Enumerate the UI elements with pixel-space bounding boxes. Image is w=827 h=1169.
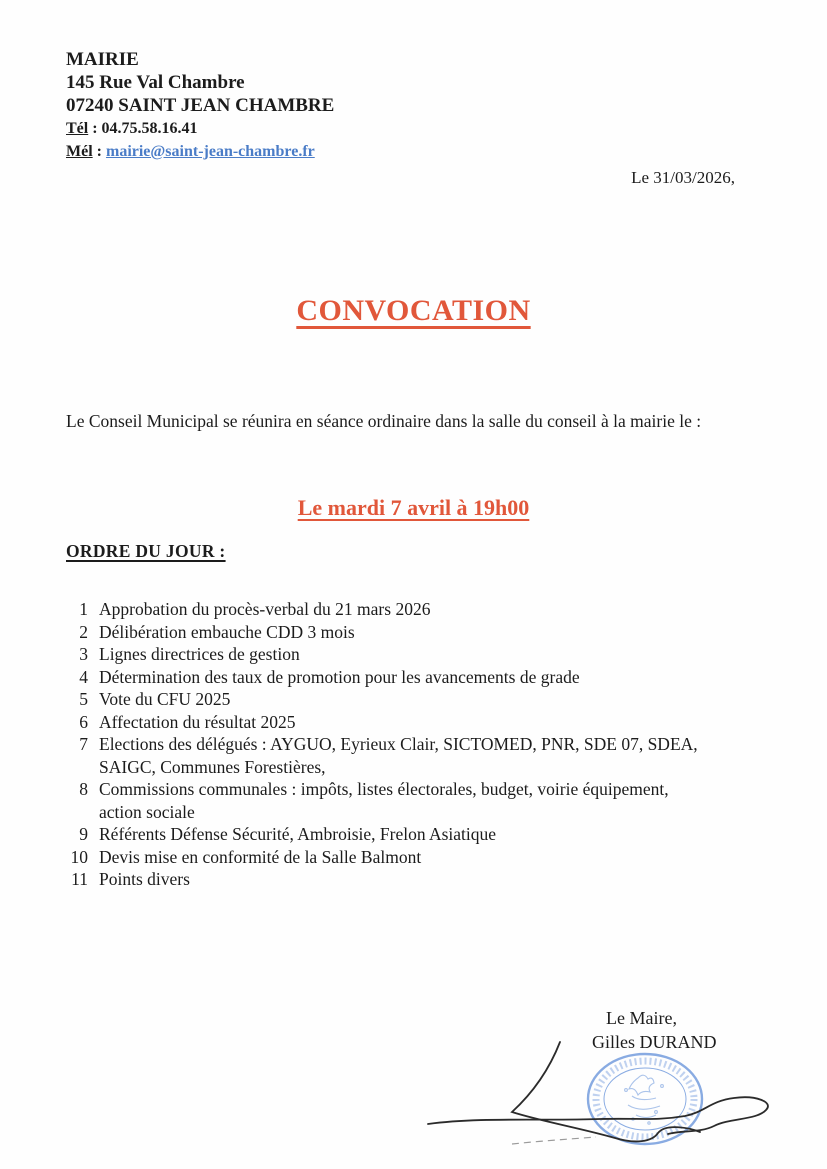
agenda-item xyxy=(62,621,713,644)
agenda-item-text: Référents Défense Sécurité, Ambroisie, Frelon Asiatique xyxy=(99,824,497,844)
intro-paragraph: Le Conseil Municipal se réunira en séance ordinaire dans la salle du conseil à la mairie le : xyxy=(66,411,702,431)
signer-role: Le Maire, xyxy=(606,1008,677,1028)
phone-value: 04.75.58.16.41 xyxy=(101,120,198,137)
agenda-item xyxy=(62,711,713,734)
agenda-item xyxy=(62,868,713,891)
agenda-item-number: 2 xyxy=(79,621,88,642)
email-link[interactable]: mairie@saint-jean-chambre.fr xyxy=(105,143,315,160)
agenda-item-number: 1 xyxy=(79,599,88,619)
agenda-item-text: Devis mise en conformité de la Salle Balmont xyxy=(99,846,422,867)
agenda-item-text: Détermination des taux de promotion pour les avancements de grade xyxy=(99,666,580,687)
agenda-item xyxy=(62,688,713,711)
agenda-item-text: Délibération embauche CDD 3 mois xyxy=(99,621,355,642)
sender-block xyxy=(66,48,334,163)
agenda-item-number: 3 xyxy=(79,644,88,664)
agenda-item-text: Lignes directrices de gestion xyxy=(99,644,300,664)
agenda-item-text: Commissions communales : impôts, listes électorales, budget, voirie équipement, action sociale xyxy=(99,779,669,822)
signature-and-stamp xyxy=(400,1020,827,1169)
agenda-item-text: Elections des délégués : AYGUO, Eyrieux Clair, SICTOMED, PNR, SDE 07, SDEA, SAIGC, Communes Forestières, xyxy=(99,734,698,777)
agenda-item-number: 7 xyxy=(79,734,88,754)
agenda-item xyxy=(62,733,713,778)
agenda-item xyxy=(62,823,713,846)
agenda-item xyxy=(62,846,713,869)
agenda-item-number: 8 xyxy=(79,779,88,799)
phone-line xyxy=(66,117,334,140)
email-label: Mél xyxy=(66,143,93,160)
agenda-item xyxy=(62,643,713,666)
document-date: Le 31/03/2026, xyxy=(631,168,735,187)
agenda-item-text: Approbation du procès-verbal du 21 mars 2026 xyxy=(99,599,431,619)
phone-label: Tél xyxy=(66,120,89,137)
agenda-item-number: 5 xyxy=(79,689,88,709)
agenda-item-number: 6 xyxy=(79,711,88,732)
email-line xyxy=(66,140,334,163)
agenda-item-number: 9 xyxy=(79,824,88,844)
agenda-item-number: 4 xyxy=(79,666,88,687)
address-line-2: 07240 SAINT JEAN CHAMBRE xyxy=(66,95,335,116)
municipal-stamp xyxy=(588,1054,702,1144)
meeting-datetime: Le mardi 7 avril à 19h00 xyxy=(297,495,530,520)
agenda-item-text: Vote du CFU 2025 xyxy=(99,689,231,709)
handwritten-signature xyxy=(428,1042,768,1141)
document-title: CONVOCATION xyxy=(296,294,531,327)
signature-faint-stroke xyxy=(512,1137,596,1144)
agenda-item-number: 11 xyxy=(71,869,88,889)
signer-name: Gilles DURAND xyxy=(592,1032,717,1052)
email-separator: : xyxy=(92,143,106,160)
agenda-item xyxy=(62,598,713,621)
agenda-heading: ORDRE DU JOUR : xyxy=(66,541,226,561)
agenda-item xyxy=(62,778,713,823)
agenda-item-text: Points divers xyxy=(99,869,190,889)
phone-separator: : xyxy=(88,120,102,137)
agenda-item-number: 10 xyxy=(70,846,88,867)
agenda-item xyxy=(62,666,713,689)
agenda-list xyxy=(62,598,713,891)
address-line-1: 145 Rue Val Chambre xyxy=(66,72,245,93)
org-name: MAIRIE xyxy=(66,49,139,70)
agenda-item-text: Affectation du résultat 2025 xyxy=(99,711,296,732)
